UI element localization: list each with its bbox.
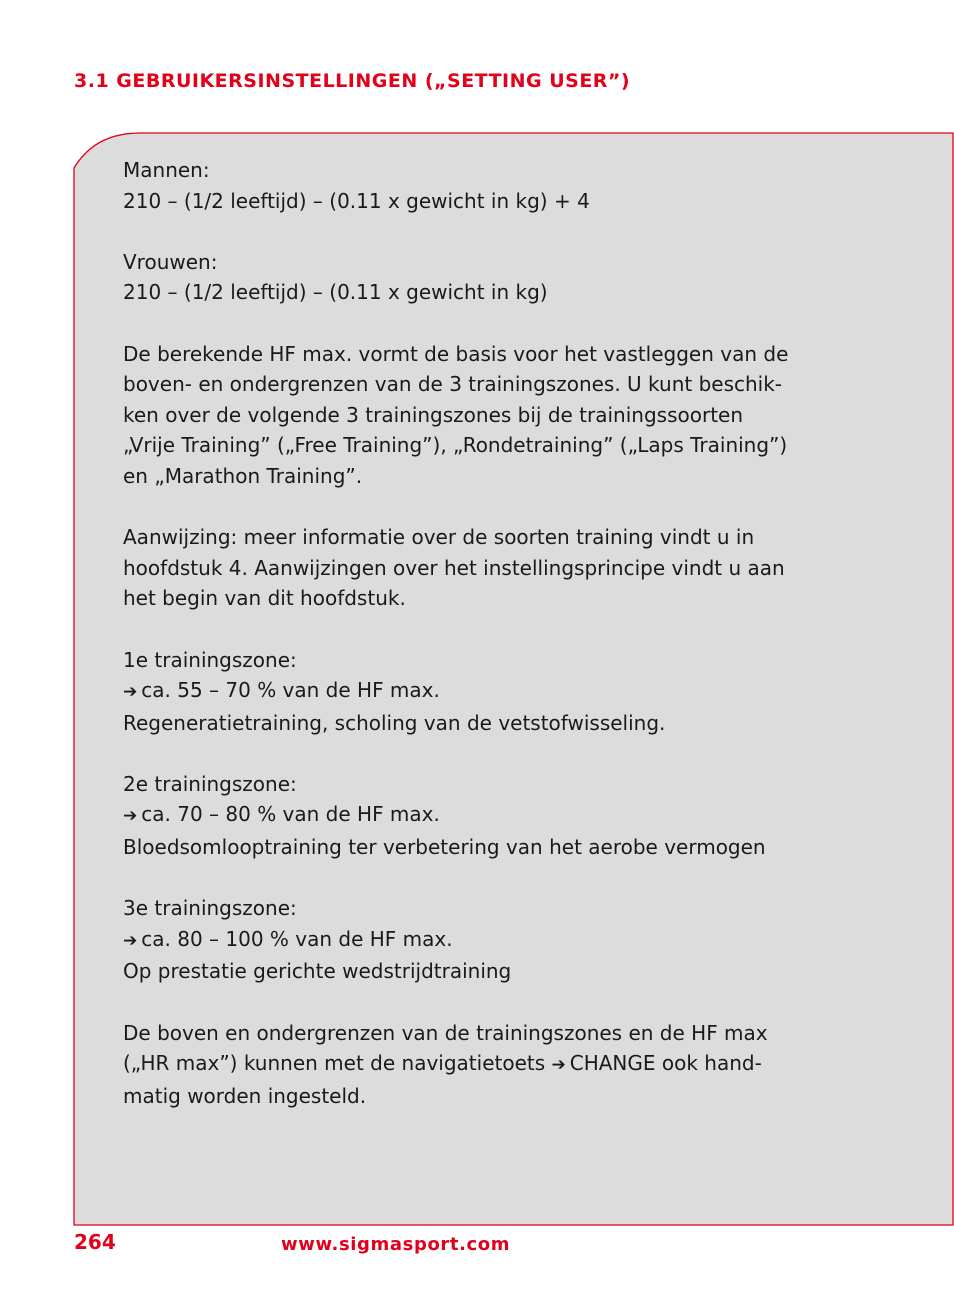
- final-paragraph: [123, 1018, 843, 1112]
- text-line: ken over de volgende 3 trainingszones bij de trainingssoorten: [123, 402, 744, 427]
- text-line: Aanwijzing: meer informatie over de soorten training vindt u in: [123, 525, 755, 550]
- text-line: het begin van dit hoofdstuk.: [123, 586, 406, 611]
- text-segment: CHANGE ook hand-: [569, 1051, 762, 1076]
- text-line: De boven en ondergrenzen van de trainingszones en de HF max: [123, 1020, 768, 1045]
- arrow-right-icon: ➔: [123, 930, 138, 951]
- women-label: Vrouwen:: [123, 249, 218, 274]
- hf-max-paragraph: [123, 339, 843, 492]
- zone-description: Regeneratietraining, scholing van de vetstofwisseling.: [123, 710, 666, 735]
- note-paragraph: [123, 522, 843, 614]
- zone-range: [123, 799, 843, 832]
- zone-2: [123, 769, 843, 863]
- zone-label: 1e trainingszone:: [123, 647, 297, 672]
- women-formula: 210 – (1/2 leeftijd) – (0.11 x gewicht in kg): [123, 280, 548, 305]
- text-line: „Vrije Training” („Free Training”), „Rondetraining” („Laps Training”): [123, 433, 788, 458]
- page-number: 264: [74, 1230, 116, 1254]
- zone-range-text: ca. 55 – 70 % van de HF max.: [141, 678, 440, 703]
- zone-range-text: ca. 70 – 80 % van de HF max.: [141, 802, 440, 827]
- zone-range: [123, 924, 843, 957]
- zone-range: [123, 675, 843, 708]
- text-segment: („HR max”) kunnen met de navigatietoets: [123, 1051, 546, 1076]
- zone-range-text: ca. 80 – 100 % van de HF max.: [141, 926, 453, 951]
- panel-content: [123, 155, 843, 1111]
- men-label: Mannen:: [123, 158, 210, 182]
- arrow-right-icon: ➔: [551, 1055, 566, 1076]
- text-line: boven- en ondergrenzen van de 3 trainingszones. U kunt beschik-: [123, 372, 783, 397]
- arrow-right-icon: ➔: [123, 806, 138, 827]
- website-link[interactable]: www.sigmasport.com: [281, 1234, 511, 1255]
- text-line: matig worden ingesteld.: [123, 1083, 367, 1108]
- zone-label: 2e trainingszone:: [123, 771, 297, 796]
- zone-3: [123, 893, 843, 987]
- men-formula: 210 – (1/2 leeftijd) – (0.11 x gewicht in kg) + 4: [123, 188, 590, 213]
- zone-1: [123, 645, 843, 739]
- zone-description: Bloedsomlooptraining ter verbetering van het aerobe vermogen: [123, 835, 766, 860]
- men-section: [123, 155, 843, 216]
- zone-description: Op prestatie gerichte wedstrijdtraining: [123, 959, 512, 984]
- zone-label: 3e trainingszone:: [123, 896, 297, 921]
- text-line: De berekende HF max. vormt de basis voor het vastleggen van de: [123, 341, 789, 366]
- arrow-right-icon: ➔: [123, 682, 138, 703]
- women-section: [123, 247, 843, 308]
- text-line: [123, 1048, 843, 1081]
- text-line: hoofdstuk 4. Aanwijzingen over het instellingsprincipe vindt u aan: [123, 555, 785, 580]
- page-heading: 3.1 GEBRUIKERSINSTELLINGEN („SETTING USER”): [74, 70, 631, 92]
- text-line: en „Marathon Training”.: [123, 463, 363, 488]
